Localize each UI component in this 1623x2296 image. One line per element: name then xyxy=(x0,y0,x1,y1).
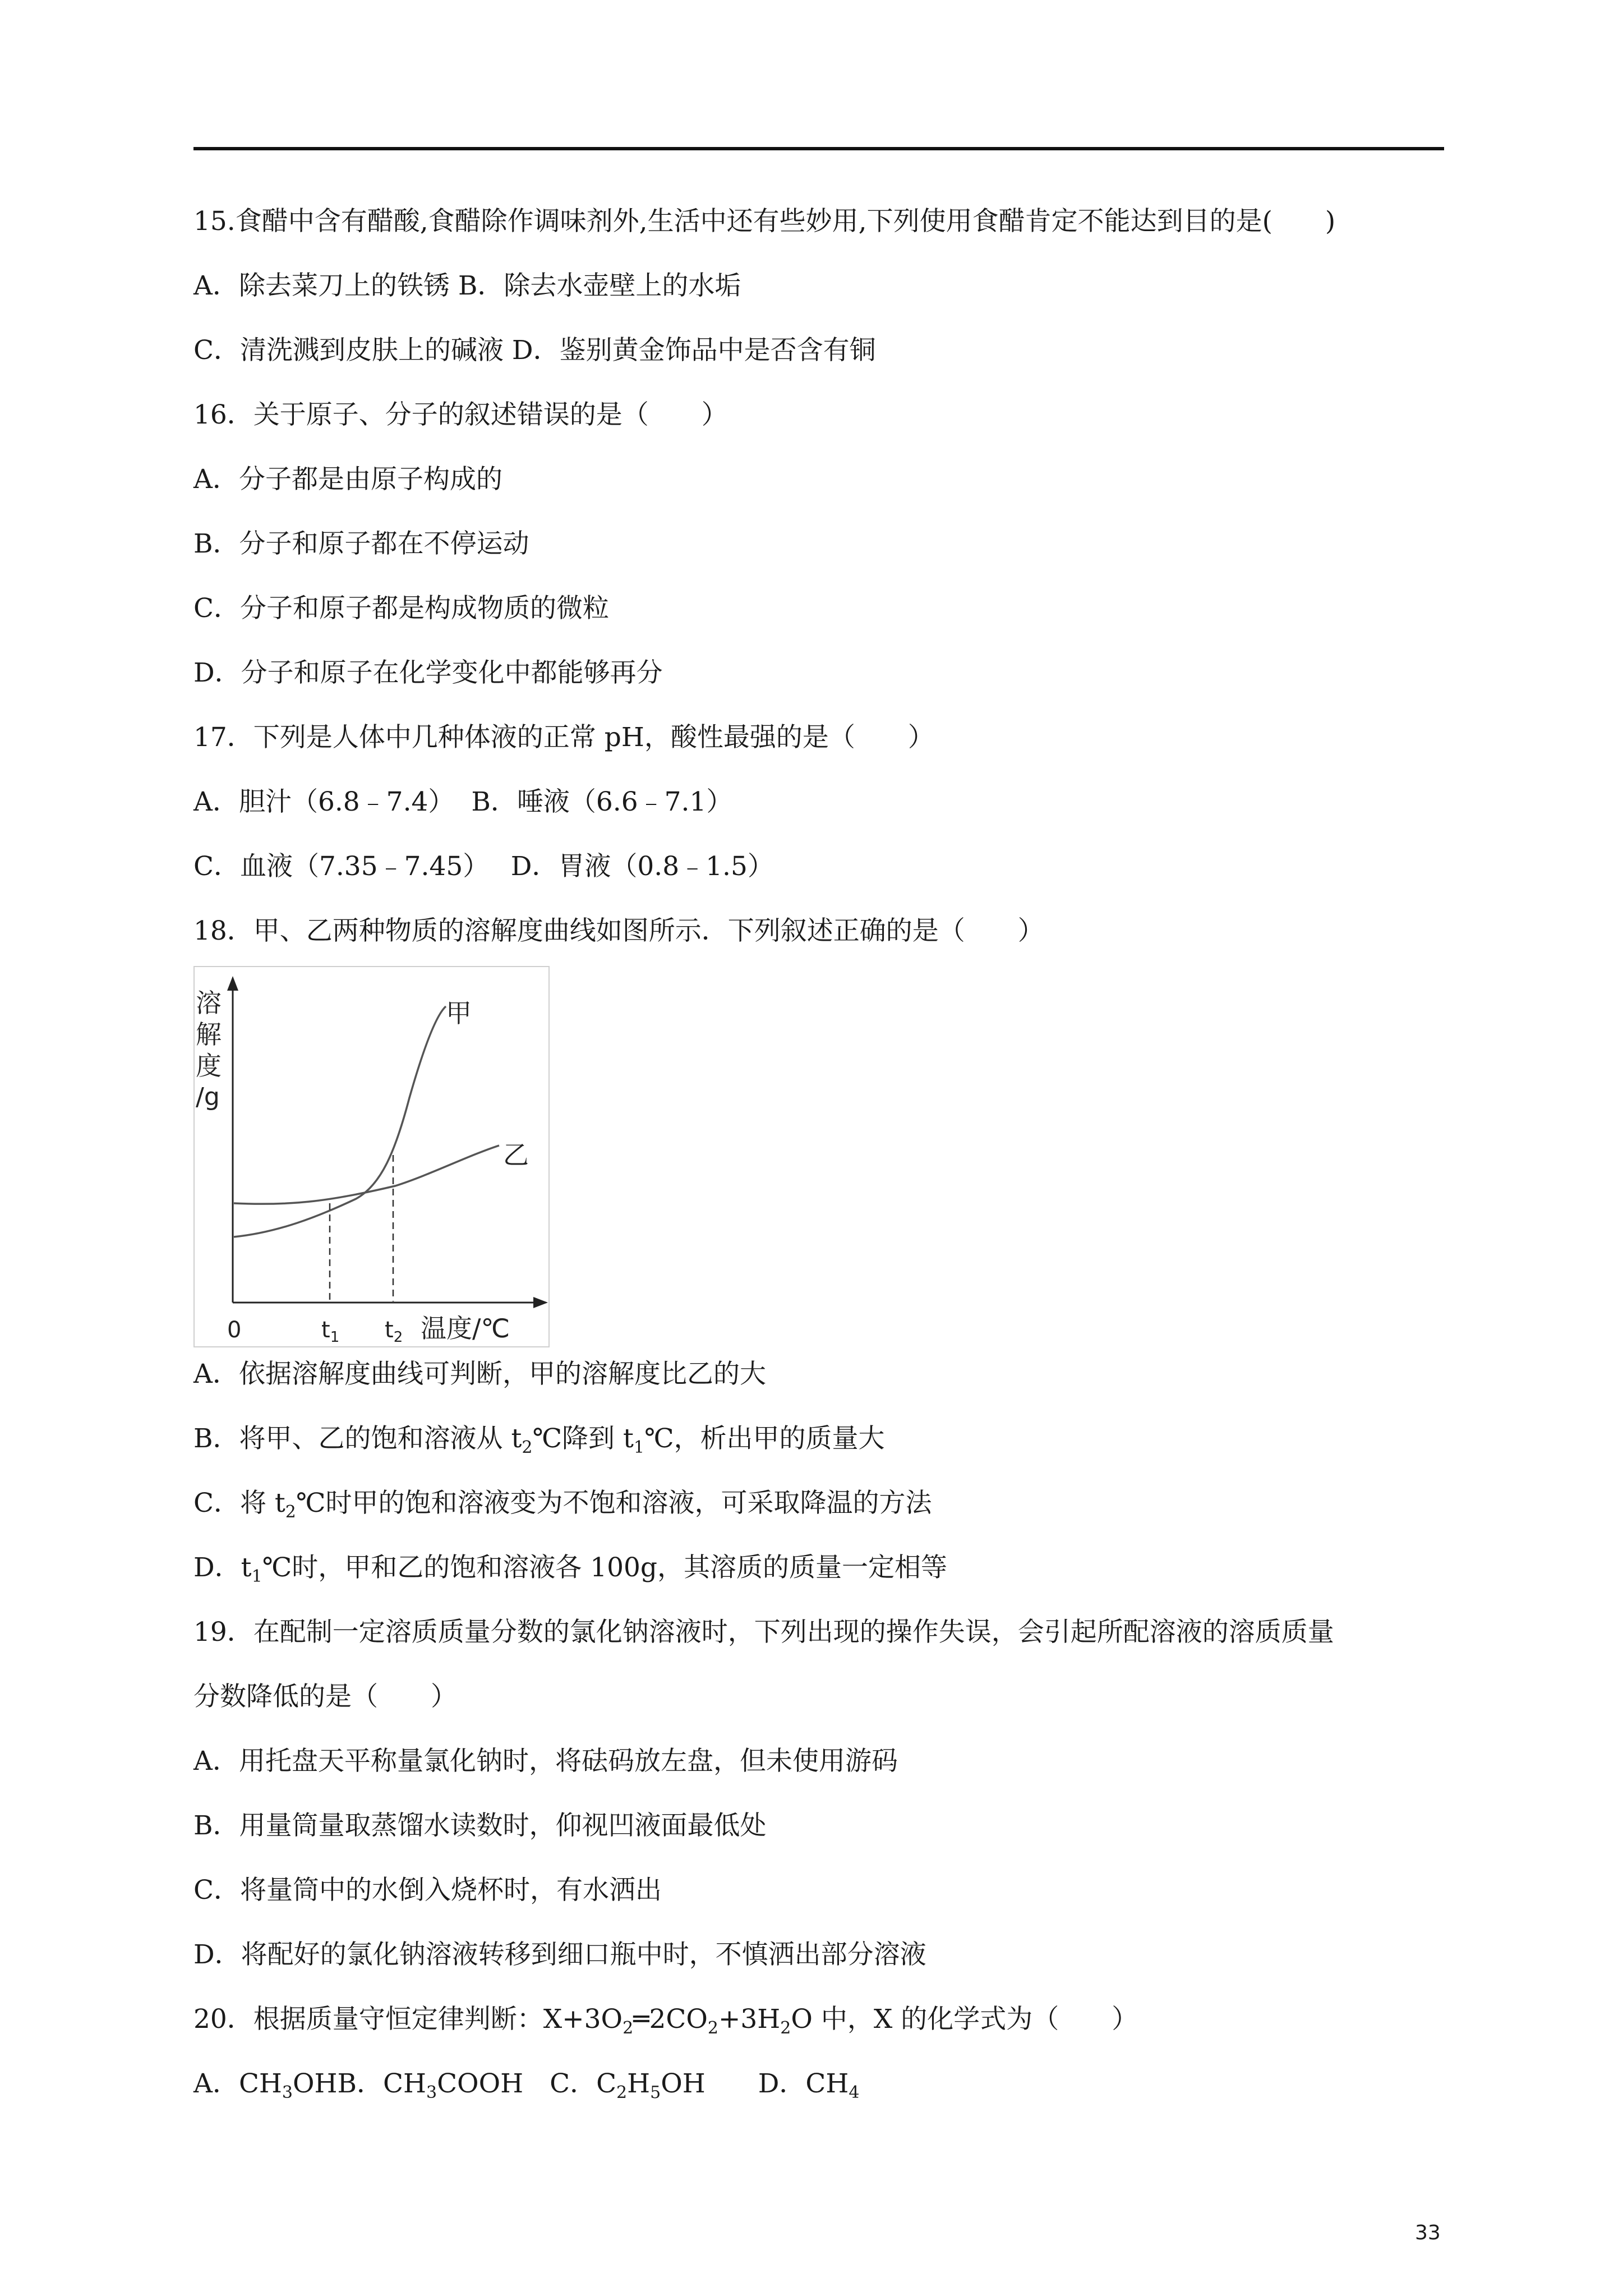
solubility-graph xyxy=(193,966,550,1347)
t1-label: $t_1$ xyxy=(321,1317,340,1346)
y-label-4: /g xyxy=(196,1083,220,1111)
curve-yi-label: 乙 xyxy=(503,1140,529,1170)
x-axis-arrow xyxy=(533,1297,548,1308)
curve-jia xyxy=(234,1006,446,1237)
y-axis-arrow xyxy=(227,976,238,991)
q15-options-cd: C．清洗溅到皮肤上的碱液 D．鉴别黄金饰品中是否含有铜 xyxy=(193,335,876,366)
q18-option-a: A．依据溶解度曲线可判断，甲的溶解度比乙的大 xyxy=(193,1359,766,1389)
q16-option-a: A．分子都是由原子构成的 xyxy=(193,464,502,495)
q19-option-b: B．用量筒量取蒸馏水读数时，仰视凹液面最低处 xyxy=(193,1810,767,1841)
q17-options-ab: A．胆汁（6.8﹣7.4） B．唾液（6.6﹣7.1） xyxy=(193,786,733,817)
q19-option-a: A．用托盘天平称量氯化钠时，将砝码放左盘，但未使用游码 xyxy=(193,1746,898,1777)
y-label-3: 度 xyxy=(196,1051,222,1081)
curve-jia-label: 甲 xyxy=(446,998,472,1028)
q20-stem: 20．根据质量守恒定律判断：$X+3O_2═2CO_2+3H_2O$ 中，X 的化学式为（ ） xyxy=(193,2004,1138,2038)
q17-options-cd: C．血液（7.35﹣7.45） D．胃液（0.8﹣1.5） xyxy=(193,851,774,882)
q15-options-ab: A．除去菜刀上的铁锈 B．除去水壶壁上的水垢 xyxy=(193,270,741,301)
q18-option-c: C．将 $t_2℃$时甲的饱和溶液变为不饱和溶液，可采取降温的方法 xyxy=(193,1488,932,1522)
q18-stem: 18．甲、乙两种物质的溶解度曲线如图所示．下列叙述正确的是（ ） xyxy=(193,915,1044,946)
q19-stem-line1: 19．在配制一定溶质质量分数的氯化钠溶液时，下列出现的操作失误，会引起所配溶液的溶质质量 xyxy=(193,1617,1334,1648)
graph-frame xyxy=(194,967,549,1347)
q19-option-c: C．将量筒中的水倒入烧杯时，有水洒出 xyxy=(193,1875,662,1906)
t2-label: $t_2$ xyxy=(385,1317,403,1346)
q19-stem-line2: 分数降低的是（ ） xyxy=(193,1681,457,1712)
header-rule xyxy=(193,147,1444,150)
x-axis-label: 温度/℃ xyxy=(421,1313,510,1343)
y-label-2: 解 xyxy=(196,1019,222,1050)
y-label-1: 溶 xyxy=(196,988,222,1018)
q15-stem: 15.食醋中含有醋酸,食醋除作调味剂外,生活中还有些妙用,下列使用食醋肯定不能达到目的是( ) xyxy=(193,206,1336,237)
q16-stem: 16．关于原子、分子的叙述错误的是（ ） xyxy=(193,399,728,430)
curve-yi xyxy=(234,1145,499,1204)
q19-option-d: D．将配好的氯化钠溶液转移到细口瓶中时，不慎洒出部分溶液 xyxy=(193,1939,926,1970)
page-number: 33 xyxy=(1415,2221,1441,2244)
q16-option-c: C．分子和原子都是构成物质的微粒 xyxy=(193,593,609,624)
origin-label: 0 xyxy=(227,1317,242,1343)
q18-option-d: D．$t_1℃$时，甲和乙的饱和溶液各 100g，其溶质的质量一定相等 xyxy=(193,1552,947,1586)
q18-option-b: B．将甲、乙的饱和溶液从 $t_2℃$降到 $t_1℃$，析出甲的质量大 xyxy=(193,1423,885,1457)
q16-option-b: B．分子和原子都在不停运动 xyxy=(193,528,529,559)
q20-options: A．$CH_3OHB$．$CH_3COOH$ C．$C_2H_5OH$ D．$CH_4$ xyxy=(193,2068,860,2102)
q16-option-d: D．分子和原子在化学变化中都能够再分 xyxy=(193,657,663,688)
q17-stem: 17．下列是人体中几种体液的正常 pH，酸性最强的是（ ） xyxy=(193,722,934,753)
